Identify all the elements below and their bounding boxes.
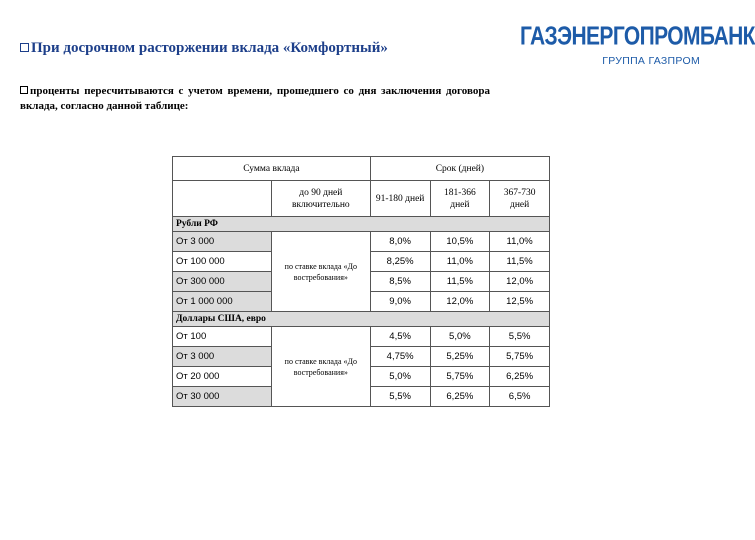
table-row — [173, 327, 550, 347]
rate-cell: 12,0% — [430, 292, 490, 312]
rate-cell: 5,5% — [370, 387, 430, 407]
term-header-row — [173, 181, 550, 217]
rate-cell: 8,0% — [370, 232, 430, 252]
term-header-cell: 181-366 дней — [430, 181, 490, 217]
term-header-cell: 91-180 дней — [370, 181, 430, 217]
slide-title — [20, 40, 388, 57]
rate-cell: 5,5% — [490, 327, 550, 347]
amount-cell: От 300 000 — [173, 272, 272, 292]
header-amount: Сумма вклада — [173, 157, 371, 181]
bank-logo-name: ГАЗЭНЕРГОПРОМБАНК — [520, 22, 755, 51]
rate-cell: 5,0% — [430, 327, 490, 347]
header-empty-cell — [173, 181, 272, 217]
slide-title-text: При досрочном расторжении вклада «Комфортный» — [31, 40, 388, 56]
header-term: Срок (дней) — [370, 157, 549, 181]
rate-cell: 5,0% — [370, 367, 430, 387]
rate-cell: 4,5% — [370, 327, 430, 347]
section-row-usd-eur — [173, 312, 550, 327]
rate-cell: 9,0% — [370, 292, 430, 312]
rate-cell: 10,5% — [430, 232, 490, 252]
rate-cell: 5,25% — [430, 347, 490, 367]
rate-cell: 12,0% — [490, 272, 550, 292]
amount-cell: От 100 — [173, 327, 272, 347]
early-termination-rates-table — [172, 156, 550, 407]
term-header-cell: 367-730 дней — [490, 181, 550, 217]
rate-cell: 8,25% — [370, 252, 430, 272]
rate-cell: 6,25% — [490, 367, 550, 387]
merged-rate-cell: по ставке вклада «До востребования» — [271, 232, 370, 312]
bank-logo-subtitle: ГРУППА ГАЗПРОМ — [602, 55, 700, 67]
rate-cell: 11,5% — [430, 272, 490, 292]
rate-cell: 11,5% — [490, 252, 550, 272]
amount-cell: От 100 000 — [173, 252, 272, 272]
bank-logo — [520, 22, 755, 67]
amount-cell: От 3 000 — [173, 347, 272, 367]
section-label: Доллары США, евро — [173, 312, 550, 327]
section-row-rub — [173, 217, 550, 232]
rate-cell: 12,5% — [490, 292, 550, 312]
amount-cell: От 30 000 — [173, 387, 272, 407]
amount-cell: От 20 000 — [173, 367, 272, 387]
rate-cell: 5,75% — [490, 347, 550, 367]
amount-cell: От 1 000 000 — [173, 292, 272, 312]
rate-cell: 11,0% — [490, 232, 550, 252]
section-label: Рубли РФ — [173, 217, 550, 232]
term-header-cell: до 90 дней включительно — [271, 181, 370, 217]
checkbox-bullet-icon — [20, 86, 28, 94]
rate-cell: 4,75% — [370, 347, 430, 367]
table-row — [173, 232, 550, 252]
amount-cell: От 3 000 — [173, 232, 272, 252]
checkbox-bullet-icon — [20, 43, 29, 52]
intro-paragraph — [20, 84, 490, 114]
rate-cell: 6,5% — [490, 387, 550, 407]
intro-text: проценты пересчитываются с учетом времени, прошедшего со дня заключения договора вклада, согласно данной таблице: — [20, 85, 490, 112]
rate-cell: 11,0% — [430, 252, 490, 272]
merged-rate-cell: по ставке вклада «До востребования» — [271, 327, 370, 407]
rate-cell: 8,5% — [370, 272, 430, 292]
rate-cell: 6,25% — [430, 387, 490, 407]
rate-cell: 5,75% — [430, 367, 490, 387]
table-header-row — [173, 157, 550, 181]
